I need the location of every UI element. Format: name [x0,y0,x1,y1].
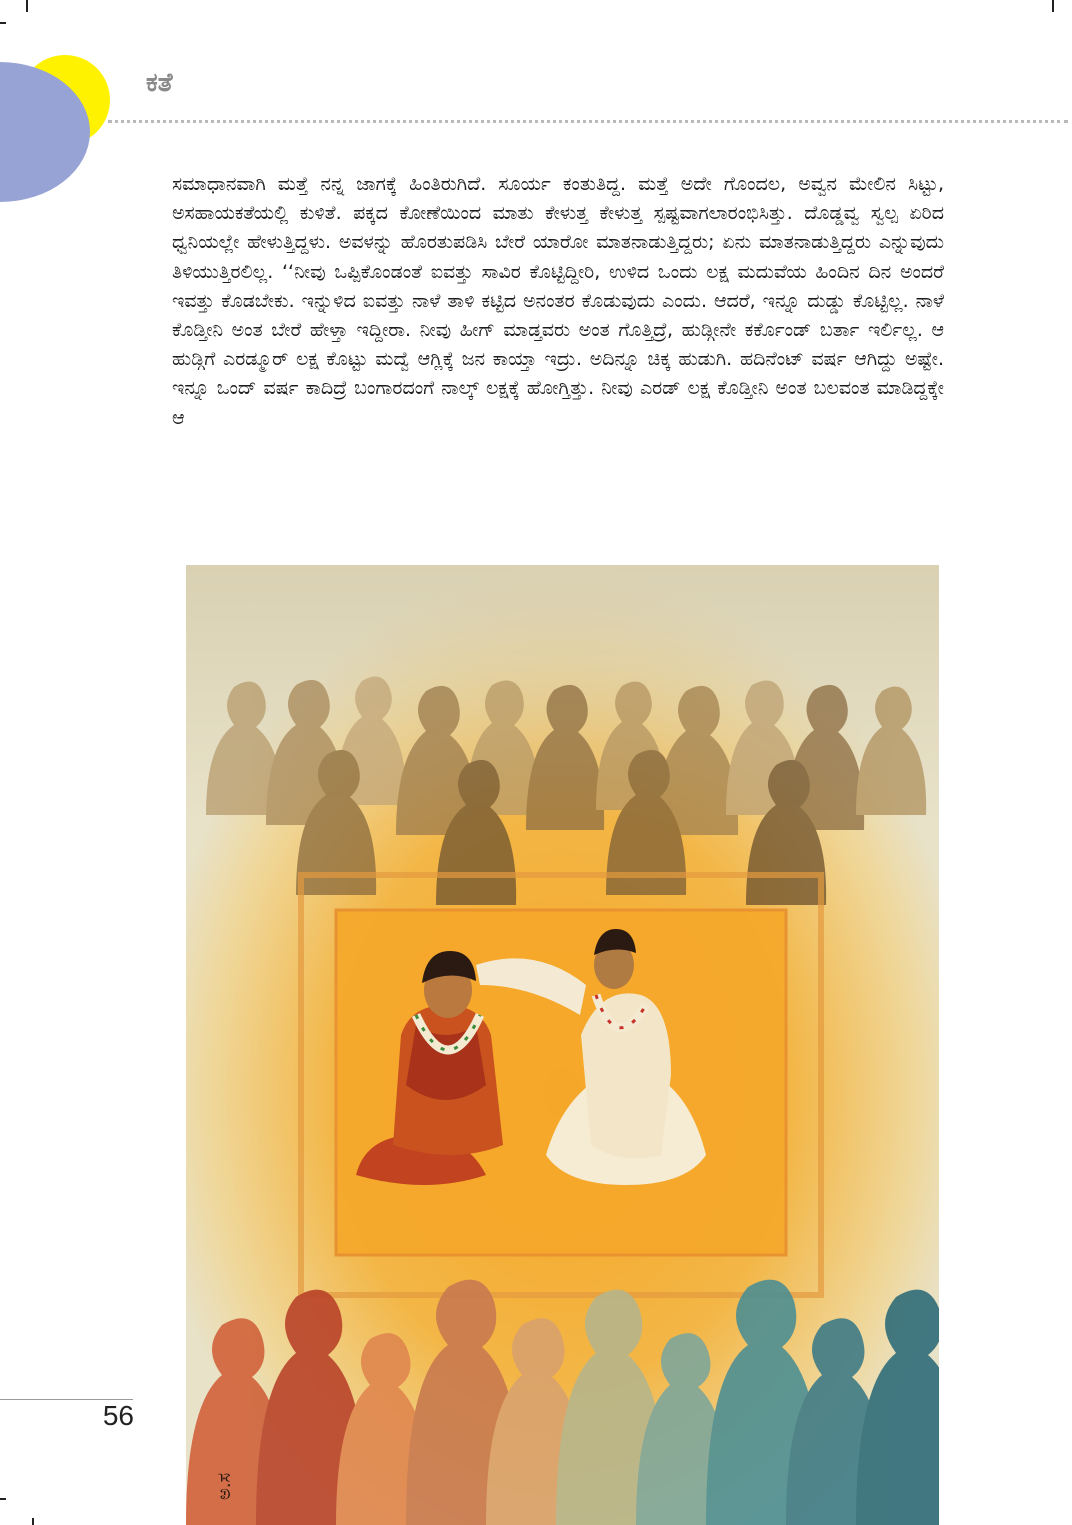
wedding-illustration [186,565,939,1525]
crop-mark-bottom-left [32,1518,34,1525]
header-decoration [0,0,120,210]
page-number: 56 [102,1400,134,1431]
artist-signature: ಅ.ಸ [214,1472,235,1500]
story-paragraph: ಸಮಾಧಾನವಾಗಿ ಮತ್ತೆ ನನ್ನ ಜಾಗಕ್ಕೆ ಹಿಂತಿರುಗಿದೆ. ಸೂರ್ಯ ಕಂತುತಿದ್ದ. ಮತ್ತೆ ಅದೇ ಗೊಂದಲ, ಅವ್ವನ ಮೇಲಿನ ಸಿಟ್ಟು, ಅಸಹಾಯಕತೆಯಲ್ಲಿ ಕುಳಿತೆ. ಪಕ್ಕದ ಕೋಣೆಯಿಂದ ಮಾತು ಕೇಳುತ್ತ ಕೇಳುತ್ತ ಸ್ಪಷ್ಟವಾಗಲಾರಂಭಿಸಿತ್ತು. ದೊಡ್ಡವ್ವ ಸ್ವಲ್ಪ ಏರಿದ ಧ್ವನಿಯಲ್ಲೇ ಹೇಳುತ್ತಿದ್ದಳು. ಅವಳನ್ನು ಹೊರತುಪಡಿಸಿ ಬೇರೆ ಯಾರೋ ಮಾತನಾಡುತ್ತಿದ್ದರು; ಏನು ಮಾತನಾಡುತ್ತಿದ್ದರು ಎನ್ನುವುದು ತಿಳಿಯುತ್ತಿರಲಿಲ್ಲ. ‘‘ನೀವು ಒಪ್ಪಿಕೊಂಡಂತೆ ಐವತ್ತು ಸಾವಿರ ಕೊಟ್ಟಿದ್ದೀರಿ, ಉಳಿದ ಒಂದು ಲಕ್ಷ ಮದುವೆಯ ಹಿಂದಿನ ದಿನ ಅಂದರೆ ಇವತ್ತು ಕೊಡಬೇಕು. ಇನ್ನುಳಿದ ಐವತ್ತು ನಾಳೆ ತಾಳಿ ಕಟ್ಟಿದ ಅನಂತರ ಕೊಡುವುದು ಎಂದು. ಆದರೆ, ಇನ್ನೂ ದುಡ್ಡು ಕೊಟ್ಟಿಲ್ಲ. ನಾಳೆ ಕೊಡ್ತೀನಿ ಅಂತ ಬೇರೆ ಹೇಳ್ತಾ ಇದ್ದೀರಾ. ನೀವು ಹೀಗ್ ಮಾಡ್ತವರು ಅಂತ ಗೊತ್ತಿದ್ರೆ, ಹುಡ್ಗೀನೇ ಕರ್ಕೊಂಡ್ ಬರ್ತಾ ಇರ್ಲಿಲ್ಲ. ಆ ಹುಡ್ಗಿಗೆ ಎರಡ್ಮೂರ್ ಲಕ್ಷ ಕೊಟ್ಟು ಮದ್ವೆ ಆಗ್ಲಿಕ್ಕೆ ಜನ ಕಾಯ್ತಾ ಇದ್ರು. ಅದಿನ್ನೂ ಚಿಕ್ಕ ಹುಡುಗಿ. ಹದಿನೆಂಟ್ ವರ್ಷ ಆಗಿದ್ದು ಅಷ್ಟೇ. ಇನ್ನೂ ಒಂದ್ ವರ್ಷ ಕಾದಿದ್ರೆ ಬಂಗಾರದಂಗೆ ನಾಲ್ಕ್ ಲಕ್ಷಕ್ಕೆ ಹೋಗ್ತಿತ್ತು. ನೀವು ಎರಡ್ ಲಕ್ಷ ಕೊಡ್ತೀನಿ ಅಂತ ಬಲವಂತ ಮಾಡಿದ್ದಕ್ಕೇ ಆ [172,173,944,429]
section-label: ಕತೆ [146,68,173,98]
crop-mark-top-right [1052,0,1054,12]
crop-mark-left-lower [0,1498,6,1500]
header-dotted-rule [108,120,1068,123]
